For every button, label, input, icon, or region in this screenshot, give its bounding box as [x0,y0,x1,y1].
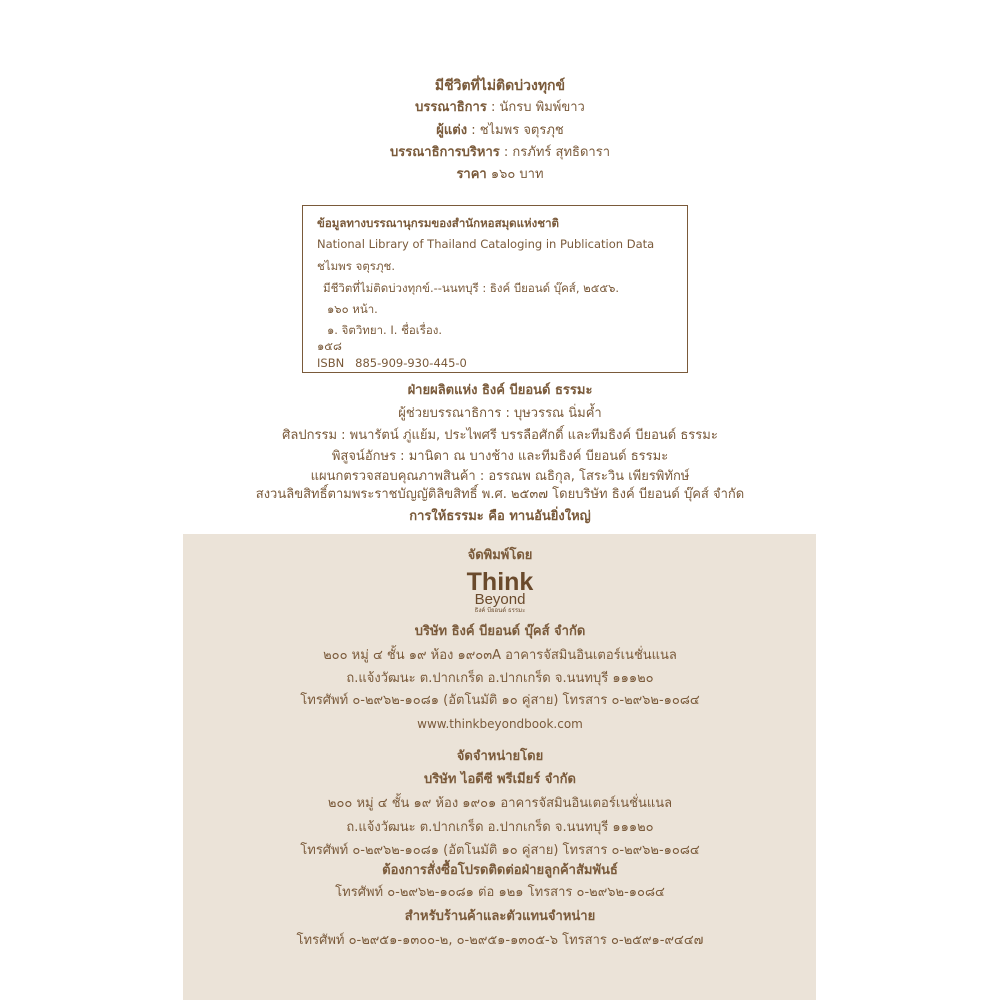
publisher-company: บริษัท ธิงค์ บียอนด์ บุ๊คส์ จำกัด [414,624,586,639]
publisher-website: www.thinkbeyondbook.com [417,717,583,731]
author-label: ผู้แต่ง [436,123,468,138]
book-title: มีชีวิตที่ไม่ติดบ่วงทุกข์ [434,78,566,94]
exec-editor-value: : กรภัทร์ สุทธิดารา [503,145,610,160]
motto: การให้ธรรมะ คือ ทานอันยิ่งใหญ่ [409,509,591,524]
editor-label: บรรณาธิการ [415,100,487,115]
price-value: ๑๖๐ บาท [490,167,544,182]
distributor-address-2: ถ.แจ้งวัฒนะ ต.ปากเกร็ด อ.ปากเกร็ด จ.นนทบุรี ๑๑๑๒๐ [346,820,654,835]
cip-title-line: มีชีวิตที่ไม่ติดบ่วงทุกข์.--นนทบุรี : ธิงค์ บียอนด์ บุ๊คส์, ๒๕๕๖. [323,281,620,295]
publisher-address-2: ถ.แจ้งวัฒนะ ต.ปากเกร็ด อ.ปากเกร็ด จ.นนทบุรี ๑๑๑๒๐ [346,671,654,686]
cip-heading-en: National Library of Thailand Cataloging in Publication Data [317,237,655,251]
price-label: ราคา [456,167,487,182]
price-line [0,167,1000,183]
logo-beyond-text: Beyond [474,591,526,608]
logo-subtitle: ธิงค์ บียอนด์ ธรรมะ [474,607,526,614]
orders-heading: ต้องการสั่งซื้อโปรดติดต่อฝ่ายลูกค้าสัมพันธ์ [382,863,618,878]
logo-think-text: Think [466,568,534,596]
publisher-phone: โทรศัพท์ ๐-๒๙๖๒-๑๐๘๑ (อัตโนมัติ ๑๐ คู่สาย) โทรสาร ๐-๒๙๖๒-๑๐๘๔ [300,693,700,708]
production-heading: ฝ่ายผลิตแห่ง ธิงค์ บียอนด์ ธรรมะ [407,383,593,398]
distributor-phone: โทรศัพท์ ๐-๒๙๖๒-๑๐๘๑ (อัตโนมัติ ๑๐ คู่สาย) โทรสาร ๐-๒๙๖๒-๑๐๘๔ [300,843,700,858]
publisher-heading: จัดพิมพ์โดย [467,548,533,563]
production-line-3: พิสูจน์อักษร : มานิดา ณ บางช้าง และทีมธิงค์ บียอนด์ ธรรมะ [331,449,669,464]
isbn-value: 885-909-930-445-0 [355,356,467,370]
cip-pages: ๑๖๐ หน้า. [327,302,378,316]
author-line [0,123,1000,139]
distributor-company: บริษัท ไอดีซี พรีเมียร์ จำกัด [424,772,576,787]
editor-line [0,100,1000,116]
production-line-2: ศิลปกรรม : พนารัตน์ ภู่แย้ม, ประไพศรี บรรลือศักดิ์ และทีมธิงค์ บียอนด์ ธรรมะ [282,428,718,443]
isbn-label: ISBN [317,356,345,370]
orders-phone: โทรศัพท์ ๐-๒๙๖๒-๑๐๘๑ ต่อ ๑๒๑ โทรสาร ๐-๒๙๖๒-๑๐๘๔ [335,885,665,900]
cip-isbn [317,356,467,370]
publisher-logo [438,570,562,614]
exec-editor-line [0,145,1000,161]
cip-box [302,205,688,373]
cip-class-no: ๑๕๘ [317,339,342,353]
editor-value: : นักรบ พิมพ์ขาว [490,100,585,115]
dealers-heading: สำหรับร้านค้าและตัวแทนจำหน่าย [404,909,596,924]
copyright-line: สงวนลิขสิทธิ์ตามพระราชบัญญัติลิขสิทธิ์ พ.ศ. ๒๕๓๗ โดยบริษัท ธิงค์ บียอนด์ บุ๊คส์ จำกัด [255,487,745,502]
production-line-1: ผู้ช่วยบรรณาธิการ : บุษวรรณ นิ่มค้ำ [398,406,602,421]
distributor-address-1: ๒๐๐ หมู่ ๔ ชั้น ๑๙ ห้อง ๑๙๐๑ อาคารจัสมินอินเตอร์เนชั่นแนล [327,796,673,811]
distributor-heading: จัดจำหน่ายโดย [456,749,544,764]
dealers-phone: โทรศัพท์ ๐-๒๙๕๑-๑๓๐๐-๒, ๐-๒๙๕๑-๑๓๐๕-๖ โทรสาร ๐-๒๕๙๑-๙๔๔๗ [296,933,704,948]
author-value: : ชไมพร จตุรภุช [471,123,564,138]
cip-subjects: ๑. จิตวิทยา. I. ชื่อเรื่อง. [327,323,443,337]
cip-author: ชไมพร จตุรภุช. [317,259,396,273]
publisher-address-1: ๒๐๐ หมู่ ๔ ชั้น ๑๙ ห้อง ๑๙๐๓A อาคารจัสมินอินเตอร์เนชั่นแนล [323,648,677,663]
production-line-4: แผนกตรวจสอบคุณภาพสินค้า : อรรณพ ณธิกุล, โสระวิน เพียรพิทักษ์ [310,469,690,484]
cip-heading: ข้อมูลทางบรรณานุกรมของสำนักหอสมุดแห่งชาติ [317,216,559,230]
exec-editor-label: บรรณาธิการบริหาร [390,145,500,160]
